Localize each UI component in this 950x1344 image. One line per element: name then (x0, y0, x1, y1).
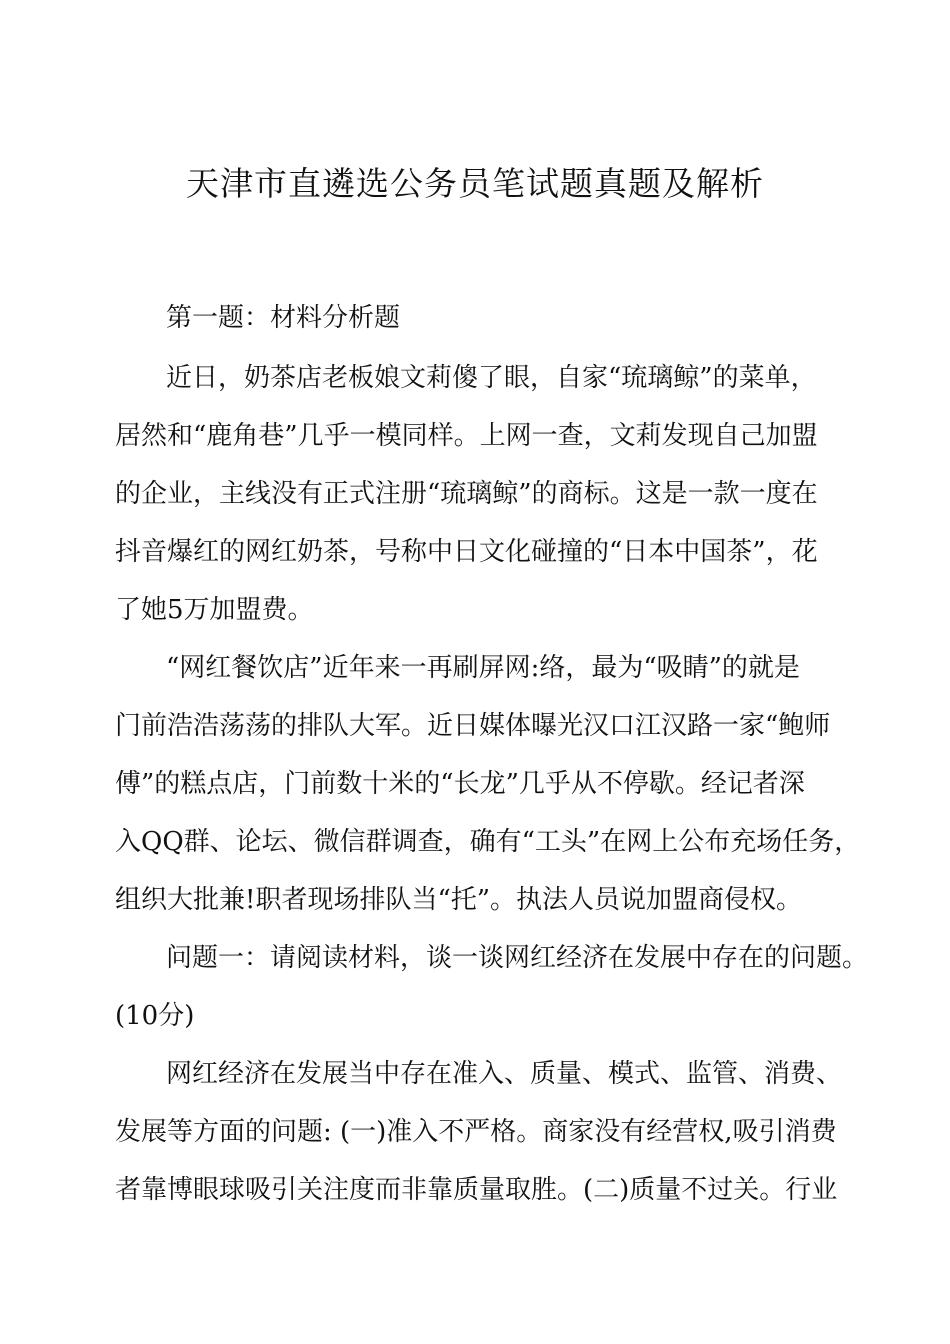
paragraph-line: 傅”的糕点店，门前数十米的“长龙”几乎从不停歇。经记者深 (115, 769, 805, 799)
paragraph-line: “网红餐饮店”近年来一再刷屏网:络，最为“吸睛”的就是 (166, 653, 800, 683)
paragraph-line: 组织大批兼!职者现场排队当“托”。执法人员说加盟商侵权。 (115, 885, 803, 915)
question-line: 问题一：请阅读材料，谈一谈网红经济在发展中存在的问题。 (166, 943, 869, 973)
answer-line: 网红经济在发展当中存在准入、质量、模式、监管、消费、 (166, 1059, 843, 1089)
paragraph-line: 入QQ群、论坛、微信群调查，确有“工头”在网上公布充场任务， (115, 827, 861, 857)
paragraph-line: 了她5万加盟费。 (115, 595, 314, 625)
answer-line: 发展等方面的问题: (一)准入不严格。商家没有经营权,吸引消费 (115, 1117, 837, 1147)
document-title: 天津市直遴选公务员笔试题真题及解析 (186, 164, 764, 203)
paragraph-line: 居然和“鹿角巷”几乎一模同样。上网一查，文莉发现自己加盟 (115, 421, 818, 451)
question-score: (10分) (115, 1001, 195, 1031)
paragraph-line: 的企业，主线没有正式注册“琉璃鲸”的商标。这是一款一度在 (115, 479, 818, 509)
paragraph-line: 门前浩浩荡荡的排队大军。近日媒体曝光汉口江汉路一家“鲍师 (115, 711, 831, 741)
section-heading: 第一题：材料分析题 (166, 303, 401, 333)
paragraph-line: 抖音爆红的网红奶茶，号称中日文化碰撞的“日本中国茶”，花 (115, 537, 818, 567)
paragraph-line: 近日，奶茶店老板娘文莉傻了眼，自家“琉璃鲸”的菜单， (166, 363, 817, 393)
answer-line: 者靠博眼球吸引关注度而非靠质量取胜。(二)质量不过关。行业 (115, 1175, 838, 1205)
